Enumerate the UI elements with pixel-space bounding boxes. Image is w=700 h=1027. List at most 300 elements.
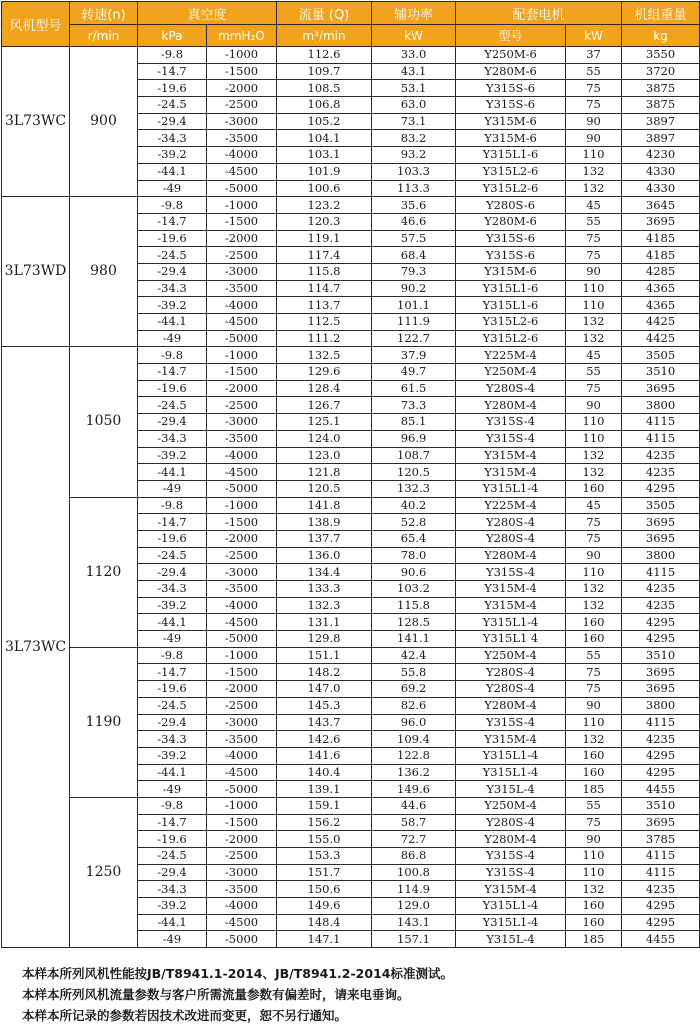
- shaft-power-cell: 115.8: [372, 597, 456, 614]
- motor-kw-cell: 132: [566, 180, 622, 197]
- weight-cell: 3510: [622, 647, 700, 664]
- weight-cell: 3695: [622, 814, 700, 831]
- shaft-power-cell: 122.7: [372, 330, 456, 347]
- shaft-power-cell: 114.9: [372, 881, 456, 898]
- vacuum-mmh2o-cell: -1000: [207, 647, 277, 664]
- motor-model-cell: Y315M-6: [456, 130, 566, 147]
- vacuum-mmh2o-cell: -2000: [207, 831, 277, 848]
- motor-model-cell: Y280S-4: [456, 530, 566, 547]
- flow-cell: 147.1: [277, 931, 372, 948]
- flow-cell: 151.1: [277, 647, 372, 664]
- shaft-power-cell: 111.9: [372, 314, 456, 331]
- flow-cell: 141.6: [277, 747, 372, 764]
- vacuum-kpa-cell: -39.2: [138, 747, 207, 764]
- motor-model-cell: Y315L1-4: [456, 764, 566, 781]
- motor-kw-cell: 55: [566, 647, 622, 664]
- weight-cell: 3510: [622, 364, 700, 381]
- motor-model-cell: Y315S-4: [456, 564, 566, 581]
- vacuum-mmh2o-cell: -3000: [207, 564, 277, 581]
- flow-cell: 114.7: [277, 280, 372, 297]
- motor-model-cell: Y315S-4: [456, 864, 566, 881]
- col-header-flow: 流量 (Q): [277, 2, 372, 25]
- flow-cell: 112.6: [277, 47, 372, 64]
- vacuum-kpa-cell: -34.3: [138, 881, 207, 898]
- weight-cell: 3800: [622, 547, 700, 564]
- motor-kw-cell: 110: [566, 280, 622, 297]
- vacuum-kpa-cell: -29.4: [138, 414, 207, 431]
- shaft-power-cell: 73.1: [372, 113, 456, 130]
- motor-kw-cell: 55: [566, 63, 622, 80]
- motor-kw-cell: 110: [566, 414, 622, 431]
- motor-model-cell: Y315S-4: [456, 714, 566, 731]
- motor-kw-cell: 110: [566, 430, 622, 447]
- vacuum-mmh2o-cell: -5000: [207, 480, 277, 497]
- vacuum-mmh2o-cell: -5000: [207, 180, 277, 197]
- flow-cell: 103.1: [277, 147, 372, 164]
- vacuum-kpa-cell: -19.6: [138, 230, 207, 247]
- motor-model-cell: Y315M-4: [456, 881, 566, 898]
- flow-cell: 101.9: [277, 163, 372, 180]
- motor-model-cell: Y280M-4: [456, 831, 566, 848]
- weight-cell: 3695: [622, 681, 700, 698]
- motor-kw-cell: 110: [566, 714, 622, 731]
- motor-model-cell: Y315L1-4: [456, 914, 566, 931]
- shaft-power-cell: 90.2: [372, 280, 456, 297]
- vacuum-kpa-cell: -44.1: [138, 464, 207, 481]
- motor-kw-cell: 75: [566, 664, 622, 681]
- flow-cell: 134.4: [277, 564, 372, 581]
- vacuum-mmh2o-cell: -3000: [207, 113, 277, 130]
- vacuum-kpa-cell: -44.1: [138, 764, 207, 781]
- weight-cell: 4115: [622, 564, 700, 581]
- flow-cell: 148.4: [277, 914, 372, 931]
- shaft-power-cell: 57.5: [372, 230, 456, 247]
- vacuum-mmh2o-cell: -1000: [207, 497, 277, 514]
- vacuum-kpa-cell: -14.7: [138, 364, 207, 381]
- motor-kw-cell: 160: [566, 764, 622, 781]
- flow-cell: 156.2: [277, 814, 372, 831]
- shaft-power-cell: 49.7: [372, 364, 456, 381]
- weight-cell: 4295: [622, 764, 700, 781]
- motor-model-cell: Y315L1-4: [456, 898, 566, 915]
- motor-kw-cell: 75: [566, 530, 622, 547]
- vacuum-kpa-cell: -24.5: [138, 247, 207, 264]
- motor-kw-cell: 90: [566, 397, 622, 414]
- motor-model-cell: Y250M-6: [456, 47, 566, 64]
- vacuum-kpa-cell: -14.7: [138, 213, 207, 230]
- vacuum-mmh2o-cell: -3500: [207, 280, 277, 297]
- weight-cell: 3550: [622, 47, 700, 64]
- vacuum-mmh2o-cell: -5000: [207, 931, 277, 948]
- flow-cell: 143.7: [277, 714, 372, 731]
- motor-model-cell: Y280M-6: [456, 63, 566, 80]
- shaft-power-cell: 86.8: [372, 848, 456, 865]
- motor-model-cell: Y315M-4: [456, 447, 566, 464]
- vacuum-mmh2o-cell: -1000: [207, 197, 277, 214]
- weight-cell: 4115: [622, 430, 700, 447]
- footnote: 本样本所记录的参数若因技术改进而变更，恕不另行通知。: [22, 1008, 348, 1023]
- flow-cell: 131.1: [277, 614, 372, 631]
- motor-model-cell: Y280S-4: [456, 380, 566, 397]
- vacuum-kpa-cell: -49: [138, 180, 207, 197]
- vacuum-kpa-cell: -24.5: [138, 547, 207, 564]
- motor-kw-cell: 55: [566, 364, 622, 381]
- motor-kw-cell: 90: [566, 130, 622, 147]
- weight-cell: 4455: [622, 931, 700, 948]
- motor-kw-cell: 75: [566, 380, 622, 397]
- vacuum-mmh2o-cell: -3000: [207, 414, 277, 431]
- vacuum-mmh2o-cell: -1500: [207, 664, 277, 681]
- motor-model-cell: Y315S-6: [456, 80, 566, 97]
- motor-kw-cell: 55: [566, 213, 622, 230]
- spec-sheet: [1, 1, 699, 948]
- vacuum-mmh2o-cell: -1500: [207, 63, 277, 80]
- motor-kw-cell: 90: [566, 831, 622, 848]
- motor-model-cell: Y280S-4: [456, 514, 566, 531]
- vacuum-mmh2o-cell: -1500: [207, 514, 277, 531]
- unit-shaft-power: kW: [372, 25, 456, 47]
- vacuum-kpa-cell: -24.5: [138, 848, 207, 865]
- flow-cell: 109.7: [277, 63, 372, 80]
- motor-kw-cell: 45: [566, 347, 622, 364]
- motor-model-cell: Y315L1 4: [456, 631, 566, 648]
- flow-cell: 159.1: [277, 797, 372, 814]
- flow-cell: 137.7: [277, 530, 372, 547]
- flow-cell: 141.8: [277, 497, 372, 514]
- flow-cell: 104.1: [277, 130, 372, 147]
- weight-cell: 3897: [622, 130, 700, 147]
- motor-kw-cell: 132: [566, 447, 622, 464]
- vacuum-kpa-cell: -39.2: [138, 898, 207, 915]
- motor-kw-cell: 160: [566, 480, 622, 497]
- shaft-power-cell: 113.3: [372, 180, 456, 197]
- motor-kw-cell: 132: [566, 881, 622, 898]
- speed-cell: 900: [70, 47, 138, 197]
- weight-cell: 3720: [622, 63, 700, 80]
- motor-model-cell: Y250M-4: [456, 647, 566, 664]
- unit-speed: r/min: [70, 25, 138, 47]
- vacuum-kpa-cell: -49: [138, 330, 207, 347]
- shaft-power-cell: 96.9: [372, 430, 456, 447]
- flow-cell: 147.0: [277, 681, 372, 698]
- vacuum-mmh2o-cell: -1500: [207, 364, 277, 381]
- motor-model-cell: Y280S-4: [456, 814, 566, 831]
- vacuum-kpa-cell: -29.4: [138, 564, 207, 581]
- motor-model-cell: Y280M-4: [456, 397, 566, 414]
- weight-cell: 4235: [622, 447, 700, 464]
- table-row: [2, 497, 700, 514]
- flow-cell: 129.6: [277, 364, 372, 381]
- table-row: [2, 47, 700, 64]
- unit-flow: m³/min: [277, 25, 372, 47]
- vacuum-mmh2o-cell: -3000: [207, 714, 277, 731]
- speed-cell: 1250: [70, 797, 138, 947]
- col-header-model: 风机型号: [2, 2, 70, 47]
- weight-cell: 4235: [622, 581, 700, 598]
- vacuum-mmh2o-cell: -1000: [207, 797, 277, 814]
- vacuum-kpa-cell: -19.6: [138, 380, 207, 397]
- motor-model-cell: Y315L1-6: [456, 297, 566, 314]
- flow-cell: 120.5: [277, 480, 372, 497]
- vacuum-kpa-cell: -24.5: [138, 97, 207, 114]
- vacuum-mmh2o-cell: -4000: [207, 597, 277, 614]
- col-header-motor: 配套电机: [456, 2, 622, 25]
- motor-model-cell: Y280M-4: [456, 547, 566, 564]
- vacuum-mmh2o-cell: -3500: [207, 581, 277, 598]
- weight-cell: 3695: [622, 664, 700, 681]
- motor-model-cell: Y280S-6: [456, 197, 566, 214]
- col-header-vacuum: 真空度: [138, 2, 277, 25]
- vacuum-mmh2o-cell: -4500: [207, 314, 277, 331]
- motor-kw-cell: 110: [566, 297, 622, 314]
- table-body: [2, 47, 700, 948]
- weight-cell: 4185: [622, 247, 700, 264]
- shaft-power-cell: 136.2: [372, 764, 456, 781]
- vacuum-mmh2o-cell: -4500: [207, 464, 277, 481]
- vacuum-mmh2o-cell: -1000: [207, 347, 277, 364]
- weight-cell: 4365: [622, 297, 700, 314]
- flow-cell: 150.6: [277, 881, 372, 898]
- vacuum-kpa-cell: -9.8: [138, 497, 207, 514]
- motor-kw-cell: 90: [566, 113, 622, 130]
- motor-kw-cell: 110: [566, 848, 622, 865]
- motor-model-cell: Y315L2-6: [456, 314, 566, 331]
- motor-kw-cell: 132: [566, 581, 622, 598]
- motor-kw-cell: 75: [566, 230, 622, 247]
- vacuum-kpa-cell: -44.1: [138, 163, 207, 180]
- weight-cell: 3800: [622, 397, 700, 414]
- vacuum-kpa-cell: -19.6: [138, 80, 207, 97]
- motor-kw-cell: 185: [566, 931, 622, 948]
- vacuum-mmh2o-cell: -4500: [207, 914, 277, 931]
- shaft-power-cell: 129.0: [372, 898, 456, 915]
- motor-model-cell: Y315M-4: [456, 464, 566, 481]
- vacuum-kpa-cell: -9.8: [138, 347, 207, 364]
- vacuum-kpa-cell: -49: [138, 931, 207, 948]
- motor-kw-cell: 110: [566, 147, 622, 164]
- flow-cell: 142.6: [277, 731, 372, 748]
- flow-cell: 105.2: [277, 113, 372, 130]
- shaft-power-cell: 72.7: [372, 831, 456, 848]
- weight-cell: 4365: [622, 280, 700, 297]
- weight-cell: 4115: [622, 848, 700, 865]
- weight-cell: 4235: [622, 597, 700, 614]
- weight-cell: 4115: [622, 414, 700, 431]
- weight-cell: 4115: [622, 864, 700, 881]
- flow-cell: 132.3: [277, 597, 372, 614]
- vacuum-kpa-cell: -34.3: [138, 581, 207, 598]
- shaft-power-cell: 40.2: [372, 497, 456, 514]
- flow-cell: 151.7: [277, 864, 372, 881]
- vacuum-kpa-cell: -14.7: [138, 664, 207, 681]
- motor-model-cell: Y315L1-6: [456, 147, 566, 164]
- shaft-power-cell: 52.8: [372, 514, 456, 531]
- motor-model-cell: Y280S-4: [456, 664, 566, 681]
- flow-cell: 112.5: [277, 314, 372, 331]
- speed-cell: 1050: [70, 347, 138, 497]
- unit-weight: kg: [622, 25, 700, 47]
- vacuum-mmh2o-cell: -4500: [207, 163, 277, 180]
- vacuum-kpa-cell: -9.8: [138, 47, 207, 64]
- vacuum-mmh2o-cell: -4500: [207, 614, 277, 631]
- table-header: [2, 2, 700, 47]
- motor-model-cell: Y315S-4: [456, 430, 566, 447]
- shaft-power-cell: 149.6: [372, 781, 456, 798]
- shaft-power-cell: 108.7: [372, 447, 456, 464]
- motor-kw-cell: 90: [566, 697, 622, 714]
- vacuum-kpa-cell: -39.2: [138, 297, 207, 314]
- flow-cell: 113.7: [277, 297, 372, 314]
- flow-cell: 125.1: [277, 414, 372, 431]
- motor-kw-cell: 75: [566, 247, 622, 264]
- weight-cell: 4455: [622, 781, 700, 798]
- vacuum-mmh2o-cell: -2500: [207, 848, 277, 865]
- flow-cell: 136.0: [277, 547, 372, 564]
- motor-kw-cell: 132: [566, 163, 622, 180]
- motor-kw-cell: 160: [566, 914, 622, 931]
- motor-model-cell: Y315M-4: [456, 581, 566, 598]
- motor-kw-cell: 132: [566, 731, 622, 748]
- unit-vacuum-kpa: kPa: [138, 25, 207, 47]
- vacuum-mmh2o-cell: -3500: [207, 881, 277, 898]
- vacuum-kpa-cell: -29.4: [138, 113, 207, 130]
- vacuum-mmh2o-cell: -2000: [207, 681, 277, 698]
- vacuum-mmh2o-cell: -2500: [207, 397, 277, 414]
- vacuum-kpa-cell: -14.7: [138, 63, 207, 80]
- motor-kw-cell: 90: [566, 263, 622, 280]
- motor-model-cell: Y280M-4: [456, 697, 566, 714]
- motor-model-cell: Y280M-6: [456, 213, 566, 230]
- vacuum-mmh2o-cell: -2000: [207, 230, 277, 247]
- flow-cell: 148.2: [277, 664, 372, 681]
- vacuum-mmh2o-cell: -5000: [207, 781, 277, 798]
- motor-model-cell: Y315L1-4: [456, 747, 566, 764]
- flow-cell: 100.6: [277, 180, 372, 197]
- vacuum-mmh2o-cell: -2000: [207, 80, 277, 97]
- motor-kw-cell: 110: [566, 864, 622, 881]
- flow-cell: 132.5: [277, 347, 372, 364]
- motor-model-cell: Y315L2-6: [456, 330, 566, 347]
- weight-cell: 4330: [622, 163, 700, 180]
- vacuum-kpa-cell: -49: [138, 781, 207, 798]
- vacuum-mmh2o-cell: -2500: [207, 547, 277, 564]
- table-row: [2, 647, 700, 664]
- vacuum-mmh2o-cell: -1500: [207, 213, 277, 230]
- shaft-power-cell: 96.0: [372, 714, 456, 731]
- vacuum-mmh2o-cell: -2500: [207, 697, 277, 714]
- shaft-power-cell: 93.2: [372, 147, 456, 164]
- motor-model-cell: Y315M-4: [456, 731, 566, 748]
- vacuum-mmh2o-cell: -2500: [207, 97, 277, 114]
- vacuum-mmh2o-cell: -1000: [207, 47, 277, 64]
- col-header-shaft-power: 辅功率: [372, 2, 456, 25]
- shaft-power-cell: 85.1: [372, 414, 456, 431]
- flow-cell: 124.0: [277, 430, 372, 447]
- footnote: 本样本所列风机流量参数与客户所需流量参数有偏差时，请来电垂询。: [22, 987, 410, 1002]
- weight-cell: 4235: [622, 881, 700, 898]
- shaft-power-cell: 103.3: [372, 163, 456, 180]
- weight-cell: 4235: [622, 731, 700, 748]
- vacuum-mmh2o-cell: -5000: [207, 631, 277, 648]
- weight-cell: 3505: [622, 497, 700, 514]
- weight-cell: 3695: [622, 530, 700, 547]
- motor-model-cell: Y225M-4: [456, 347, 566, 364]
- vacuum-kpa-cell: -19.6: [138, 530, 207, 547]
- col-header-weight: 机组重量: [622, 2, 700, 25]
- shaft-power-cell: 82.6: [372, 697, 456, 714]
- vacuum-kpa-cell: -29.4: [138, 263, 207, 280]
- vacuum-kpa-cell: -9.8: [138, 647, 207, 664]
- vacuum-mmh2o-cell: -5000: [207, 330, 277, 347]
- motor-kw-cell: 160: [566, 614, 622, 631]
- vacuum-kpa-cell: -44.1: [138, 914, 207, 931]
- weight-cell: 4230: [622, 147, 700, 164]
- vacuum-kpa-cell: -34.3: [138, 731, 207, 748]
- shaft-power-cell: 46.6: [372, 213, 456, 230]
- motor-kw-cell: 160: [566, 747, 622, 764]
- shaft-power-cell: 61.5: [372, 380, 456, 397]
- shaft-power-cell: 68.4: [372, 247, 456, 264]
- flow-cell: 128.4: [277, 380, 372, 397]
- weight-cell: 3510: [622, 797, 700, 814]
- vacuum-mmh2o-cell: -1500: [207, 814, 277, 831]
- weight-cell: 3897: [622, 113, 700, 130]
- speed-cell: 1120: [70, 497, 138, 647]
- vacuum-mmh2o-cell: -3000: [207, 864, 277, 881]
- shaft-power-cell: 78.0: [372, 547, 456, 564]
- vacuum-kpa-cell: -9.8: [138, 797, 207, 814]
- weight-cell: 4295: [622, 614, 700, 631]
- vacuum-kpa-cell: -34.3: [138, 130, 207, 147]
- motor-kw-cell: 185: [566, 781, 622, 798]
- shaft-power-cell: 128.5: [372, 614, 456, 631]
- motor-model-cell: Y315L-4: [456, 931, 566, 948]
- motor-kw-cell: 132: [566, 314, 622, 331]
- motor-kw-cell: 75: [566, 514, 622, 531]
- motor-model-cell: Y250M-4: [456, 797, 566, 814]
- flow-cell: 121.8: [277, 464, 372, 481]
- vacuum-mmh2o-cell: -3500: [207, 430, 277, 447]
- shaft-power-cell: 79.3: [372, 263, 456, 280]
- vacuum-mmh2o-cell: -3500: [207, 130, 277, 147]
- vacuum-mmh2o-cell: -4000: [207, 898, 277, 915]
- motor-kw-cell: 132: [566, 464, 622, 481]
- flow-cell: 123.0: [277, 447, 372, 464]
- motor-model-cell: Y315S-6: [456, 247, 566, 264]
- flow-cell: 153.3: [277, 848, 372, 865]
- motor-model-cell: Y225M-4: [456, 497, 566, 514]
- shaft-power-cell: 44.6: [372, 797, 456, 814]
- vacuum-kpa-cell: -44.1: [138, 614, 207, 631]
- motor-model-cell: Y315M-6: [456, 113, 566, 130]
- header-row-main: [2, 2, 700, 25]
- weight-cell: 4425: [622, 330, 700, 347]
- shaft-power-cell: 69.2: [372, 681, 456, 698]
- motor-kw-cell: 45: [566, 197, 622, 214]
- weight-cell: 4295: [622, 480, 700, 497]
- flow-cell: 111.2: [277, 330, 372, 347]
- vacuum-kpa-cell: -14.7: [138, 514, 207, 531]
- shaft-power-cell: 53.1: [372, 80, 456, 97]
- col-header-speed: 转速(n): [70, 2, 138, 25]
- flow-cell: 115.8: [277, 263, 372, 280]
- shaft-power-cell: 42.4: [372, 647, 456, 664]
- vacuum-kpa-cell: -39.2: [138, 447, 207, 464]
- shaft-power-cell: 83.2: [372, 130, 456, 147]
- shaft-power-cell: 101.1: [372, 297, 456, 314]
- motor-model-cell: Y315M-6: [456, 263, 566, 280]
- vacuum-mmh2o-cell: -2500: [207, 247, 277, 264]
